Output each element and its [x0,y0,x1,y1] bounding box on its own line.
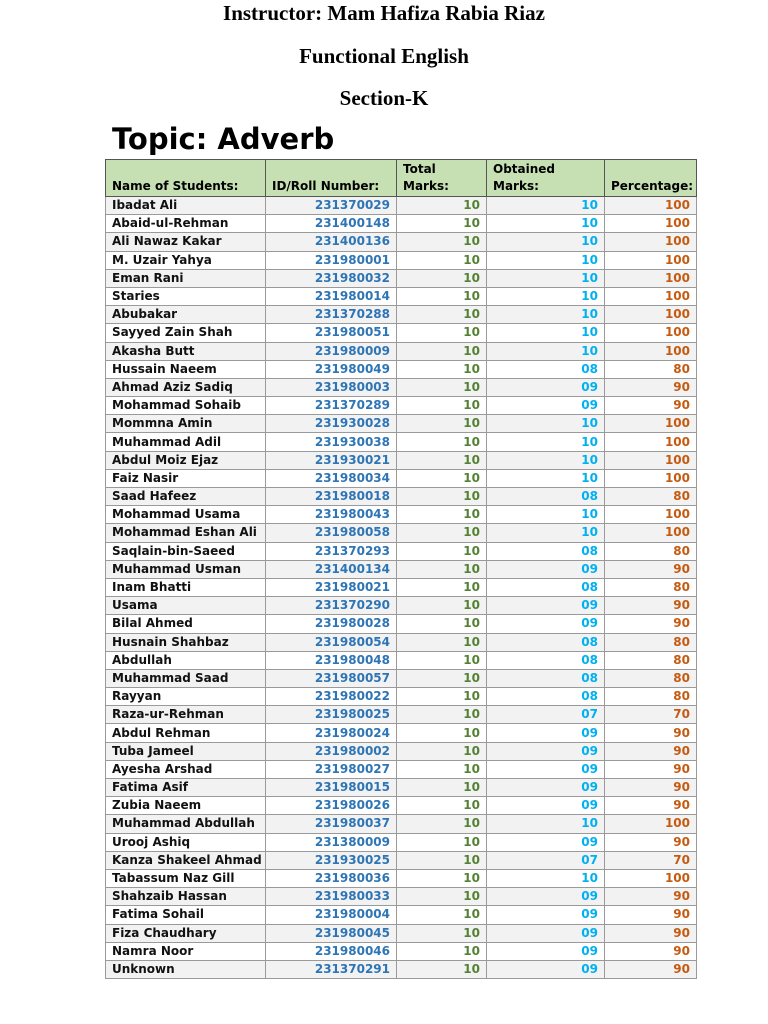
cell-roll-number: 231980043 [266,506,397,524]
cell-obtained-marks: 09 [487,779,605,797]
cell-student-name: Mohammad Eshan Ali [106,524,266,542]
cell-percentage: 80 [605,633,697,651]
cell-student-name: Fatima Asif [106,779,266,797]
table-row [106,287,697,305]
table-row [106,215,697,233]
cell-percentage: 100 [605,524,697,542]
cell-obtained-marks: 07 [487,706,605,724]
cell-student-name: Shahzaib Hassan [106,888,266,906]
table-row [106,742,697,760]
cell-percentage: 100 [605,324,697,342]
cell-roll-number: 231930021 [266,451,397,469]
cell-obtained-marks: 10 [487,233,605,251]
table-row [106,615,697,633]
cell-roll-number: 231980049 [266,360,397,378]
cell-student-name: Abubakar [106,306,266,324]
cell-obtained-marks: 10 [487,306,605,324]
cell-student-name: Mommna Amin [106,415,266,433]
cell-obtained-marks: 10 [487,869,605,887]
cell-roll-number: 231400134 [266,560,397,578]
header-percentage: Percentage: [605,160,697,197]
cell-student-name: Akasha Butt [106,342,266,360]
table-row [106,524,697,542]
cell-percentage: 80 [605,488,697,506]
cell-student-name: Inam Bhatti [106,578,266,596]
table-row [106,415,697,433]
cell-obtained-marks: 10 [487,342,605,360]
cell-total-marks: 10 [397,451,487,469]
cell-obtained-marks: 09 [487,615,605,633]
cell-percentage: 90 [605,779,697,797]
cell-percentage: 80 [605,651,697,669]
table-row [106,797,697,815]
cell-percentage: 80 [605,578,697,596]
table-row [106,397,697,415]
cell-percentage: 90 [605,888,697,906]
cell-obtained-marks: 08 [487,633,605,651]
cell-total-marks: 10 [397,797,487,815]
cell-student-name: Staries [106,287,266,305]
cell-student-name: Sayyed Zain Shah [106,324,266,342]
cell-student-name: Abdul Moiz Ejaz [106,451,266,469]
cell-student-name: Zubia Naeem [106,797,266,815]
cell-roll-number: 231980026 [266,797,397,815]
cell-student-name: Abaid-ul-Rehman [106,215,266,233]
table-row [106,342,697,360]
cell-roll-number: 231980024 [266,724,397,742]
cell-percentage: 90 [605,906,697,924]
cell-obtained-marks: 08 [487,542,605,560]
cell-student-name: Urooj Ashiq [106,833,266,851]
cell-total-marks: 10 [397,906,487,924]
cell-roll-number: 231980046 [266,942,397,960]
cell-obtained-marks: 10 [487,269,605,287]
cell-roll-number: 231370291 [266,960,397,978]
cell-obtained-marks: 10 [487,324,605,342]
cell-total-marks: 10 [397,615,487,633]
cell-obtained-marks: 09 [487,378,605,396]
cell-total-marks: 10 [397,706,487,724]
cell-roll-number: 231930025 [266,851,397,869]
cell-obtained-marks: 09 [487,597,605,615]
cell-percentage: 90 [605,833,697,851]
cell-obtained-marks: 08 [487,651,605,669]
table-row [106,451,697,469]
cell-percentage: 90 [605,742,697,760]
cell-total-marks: 10 [397,560,487,578]
cell-total-marks: 10 [397,869,487,887]
cell-obtained-marks: 10 [487,451,605,469]
cell-roll-number: 231980045 [266,924,397,942]
cell-percentage: 80 [605,669,697,687]
header-name: Name of Students: [106,160,266,197]
cell-student-name: Abdullah [106,651,266,669]
table-row [106,833,697,851]
cell-roll-number: 231980034 [266,469,397,487]
table-row [106,560,697,578]
marks-table [105,159,697,979]
cell-obtained-marks: 09 [487,724,605,742]
instructor-heading: Instructor: Mam Hafiza Rabia Riaz [223,1,545,25]
cell-student-name: Muhammad Abdullah [106,815,266,833]
table-row [106,724,697,742]
cell-obtained-marks: 09 [487,906,605,924]
cell-obtained-marks: 09 [487,397,605,415]
table-row [106,906,697,924]
cell-roll-number: 231370289 [266,397,397,415]
cell-roll-number: 231980027 [266,760,397,778]
cell-student-name: Raza-ur-Rehman [106,706,266,724]
cell-roll-number: 231980048 [266,651,397,669]
cell-total-marks: 10 [397,888,487,906]
cell-total-marks: 10 [397,724,487,742]
cell-total-marks: 10 [397,251,487,269]
cell-roll-number: 231980009 [266,342,397,360]
cell-total-marks: 10 [397,269,487,287]
course-heading: Functional English [299,44,469,68]
table-row [106,197,697,215]
cell-obtained-marks: 10 [487,287,605,305]
cell-total-marks: 10 [397,342,487,360]
cell-percentage: 90 [605,797,697,815]
cell-roll-number: 231980028 [266,615,397,633]
table-row [106,488,697,506]
cell-student-name: Ali Nawaz Kakar [106,233,266,251]
cell-obtained-marks: 09 [487,833,605,851]
cell-percentage: 80 [605,688,697,706]
cell-percentage: 100 [605,451,697,469]
cell-roll-number: 231930038 [266,433,397,451]
topic-title: Topic: Adverb [112,122,335,156]
table-row [106,942,697,960]
cell-percentage: 100 [605,469,697,487]
cell-total-marks: 10 [397,760,487,778]
cell-percentage: 90 [605,378,697,396]
cell-student-name: Hussain Naeem [106,360,266,378]
cell-percentage: 100 [605,287,697,305]
cell-student-name: Ahmad Aziz Sadiq [106,378,266,396]
cell-student-name: Fatima Sohail [106,906,266,924]
cell-obtained-marks: 10 [487,215,605,233]
cell-percentage: 100 [605,215,697,233]
cell-total-marks: 10 [397,578,487,596]
cell-obtained-marks: 09 [487,924,605,942]
cell-obtained-marks: 08 [487,360,605,378]
table-header-row [106,160,697,197]
cell-percentage: 100 [605,269,697,287]
cell-total-marks: 10 [397,815,487,833]
table-row [106,869,697,887]
cell-student-name: Usama [106,597,266,615]
cell-roll-number: 231980002 [266,742,397,760]
cell-percentage: 90 [605,942,697,960]
cell-roll-number: 231980037 [266,815,397,833]
cell-student-name: Tabassum Naz Gill [106,869,266,887]
cell-student-name: Eman Rani [106,269,266,287]
cell-total-marks: 10 [397,960,487,978]
cell-roll-number: 231980003 [266,378,397,396]
cell-total-marks: 10 [397,378,487,396]
cell-total-marks: 10 [397,306,487,324]
cell-total-marks: 10 [397,233,487,251]
cell-roll-number: 231980021 [266,578,397,596]
table-row [106,851,697,869]
table-row [106,324,697,342]
table-row [106,306,697,324]
table-row [106,651,697,669]
cell-student-name: Mohammad Sohaib [106,397,266,415]
cell-percentage: 90 [605,724,697,742]
table-body [106,197,697,979]
cell-roll-number: 231980022 [266,688,397,706]
cell-total-marks: 10 [397,397,487,415]
cell-total-marks: 10 [397,651,487,669]
cell-percentage: 100 [605,415,697,433]
cell-total-marks: 10 [397,597,487,615]
cell-total-marks: 10 [397,742,487,760]
table-row [106,506,697,524]
cell-total-marks: 10 [397,215,487,233]
cell-student-name: Muhammad Adil [106,433,266,451]
header-total-marks: Total Marks: [397,160,487,197]
cell-percentage: 90 [605,924,697,942]
table-row [106,360,697,378]
table-row [106,233,697,251]
cell-student-name: Muhammad Usman [106,560,266,578]
cell-roll-number: 231400148 [266,215,397,233]
cell-percentage: 90 [605,560,697,578]
cell-roll-number: 231980004 [266,906,397,924]
cell-percentage: 100 [605,433,697,451]
cell-percentage: 100 [605,251,697,269]
cell-total-marks: 10 [397,942,487,960]
cell-obtained-marks: 09 [487,560,605,578]
cell-obtained-marks: 10 [487,469,605,487]
cell-percentage: 80 [605,542,697,560]
cell-total-marks: 10 [397,415,487,433]
cell-total-marks: 10 [397,833,487,851]
cell-obtained-marks: 08 [487,688,605,706]
table-row [106,469,697,487]
table-row [106,433,697,451]
cell-percentage: 70 [605,706,697,724]
table-row [106,779,697,797]
cell-student-name: Kanza Shakeel Ahmad [106,851,266,869]
cell-total-marks: 10 [397,524,487,542]
table-row [106,251,697,269]
cell-percentage: 100 [605,197,697,215]
cell-roll-number: 231980018 [266,488,397,506]
cell-student-name: Ayesha Arshad [106,760,266,778]
cell-total-marks: 10 [397,542,487,560]
cell-student-name: Husnain Shahbaz [106,633,266,651]
cell-roll-number: 231980057 [266,669,397,687]
cell-roll-number: 231380009 [266,833,397,851]
table-row [106,578,697,596]
cell-roll-number: 231370290 [266,597,397,615]
cell-roll-number: 231980033 [266,888,397,906]
cell-total-marks: 10 [397,924,487,942]
table-row [106,888,697,906]
cell-percentage: 90 [605,760,697,778]
cell-student-name: Fiza Chaudhary [106,924,266,942]
cell-student-name: Saad Hafeez [106,488,266,506]
table-row [106,924,697,942]
cell-percentage: 100 [605,233,697,251]
cell-roll-number: 231980025 [266,706,397,724]
table-row [106,269,697,287]
table-row [106,960,697,978]
cell-student-name: Faiz Nasir [106,469,266,487]
cell-total-marks: 10 [397,688,487,706]
cell-obtained-marks: 10 [487,524,605,542]
cell-total-marks: 10 [397,324,487,342]
cell-roll-number: 231370293 [266,542,397,560]
table-row [106,597,697,615]
cell-obtained-marks: 10 [487,815,605,833]
cell-total-marks: 10 [397,779,487,797]
cell-total-marks: 10 [397,197,487,215]
table-row [106,706,697,724]
cell-total-marks: 10 [397,669,487,687]
cell-percentage: 90 [605,615,697,633]
cell-obtained-marks: 09 [487,760,605,778]
cell-roll-number: 231980058 [266,524,397,542]
cell-student-name: Rayyan [106,688,266,706]
table-row [106,688,697,706]
table-row [106,760,697,778]
cell-percentage: 80 [605,360,697,378]
cell-percentage: 90 [605,597,697,615]
cell-percentage: 90 [605,960,697,978]
cell-total-marks: 10 [397,360,487,378]
cell-total-marks: 10 [397,633,487,651]
cell-student-name: M. Uzair Yahya [106,251,266,269]
cell-obtained-marks: 08 [487,578,605,596]
cell-student-name: Bilal Ahmed [106,615,266,633]
cell-obtained-marks: 10 [487,415,605,433]
cell-percentage: 100 [605,342,697,360]
cell-student-name: Namra Noor [106,942,266,960]
cell-percentage: 100 [605,869,697,887]
table-row [106,815,697,833]
cell-total-marks: 10 [397,506,487,524]
cell-student-name: Ibadat Ali [106,197,266,215]
cell-roll-number: 231980001 [266,251,397,269]
cell-total-marks: 10 [397,488,487,506]
header-id: ID/Roll Number: [266,160,397,197]
cell-obtained-marks: 10 [487,506,605,524]
cell-student-name: Mohammad Usama [106,506,266,524]
cell-obtained-marks: 08 [487,488,605,506]
cell-obtained-marks: 08 [487,669,605,687]
cell-total-marks: 10 [397,287,487,305]
cell-roll-number: 231980014 [266,287,397,305]
cell-roll-number: 231980054 [266,633,397,651]
cell-roll-number: 231370029 [266,197,397,215]
cell-roll-number: 231400136 [266,233,397,251]
cell-total-marks: 10 [397,433,487,451]
table-row [106,542,697,560]
table-row [106,633,697,651]
cell-total-marks: 10 [397,469,487,487]
cell-roll-number: 231980032 [266,269,397,287]
cell-obtained-marks: 07 [487,851,605,869]
cell-student-name: Unknown [106,960,266,978]
table-row [106,378,697,396]
cell-roll-number: 231980036 [266,869,397,887]
cell-student-name: Abdul Rehman [106,724,266,742]
cell-student-name: Saqlain-bin-Saeed [106,542,266,560]
cell-percentage: 90 [605,397,697,415]
cell-roll-number: 231980051 [266,324,397,342]
cell-obtained-marks: 09 [487,797,605,815]
cell-total-marks: 10 [397,851,487,869]
cell-obtained-marks: 10 [487,197,605,215]
cell-percentage: 70 [605,851,697,869]
cell-student-name: Muhammad Saad [106,669,266,687]
cell-roll-number: 231370288 [266,306,397,324]
cell-obtained-marks: 10 [487,433,605,451]
cell-roll-number: 231930028 [266,415,397,433]
cell-student-name: Tuba Jameel [106,742,266,760]
cell-percentage: 100 [605,506,697,524]
cell-obtained-marks: 10 [487,251,605,269]
cell-percentage: 100 [605,306,697,324]
section-heading: Section-K [339,86,429,110]
cell-roll-number: 231980015 [266,779,397,797]
cell-obtained-marks: 09 [487,742,605,760]
table-row [106,669,697,687]
cell-obtained-marks: 09 [487,960,605,978]
cell-percentage: 100 [605,815,697,833]
cell-obtained-marks: 09 [487,942,605,960]
cell-obtained-marks: 09 [487,888,605,906]
header-obtained-marks: Obtained Marks: [487,160,605,197]
